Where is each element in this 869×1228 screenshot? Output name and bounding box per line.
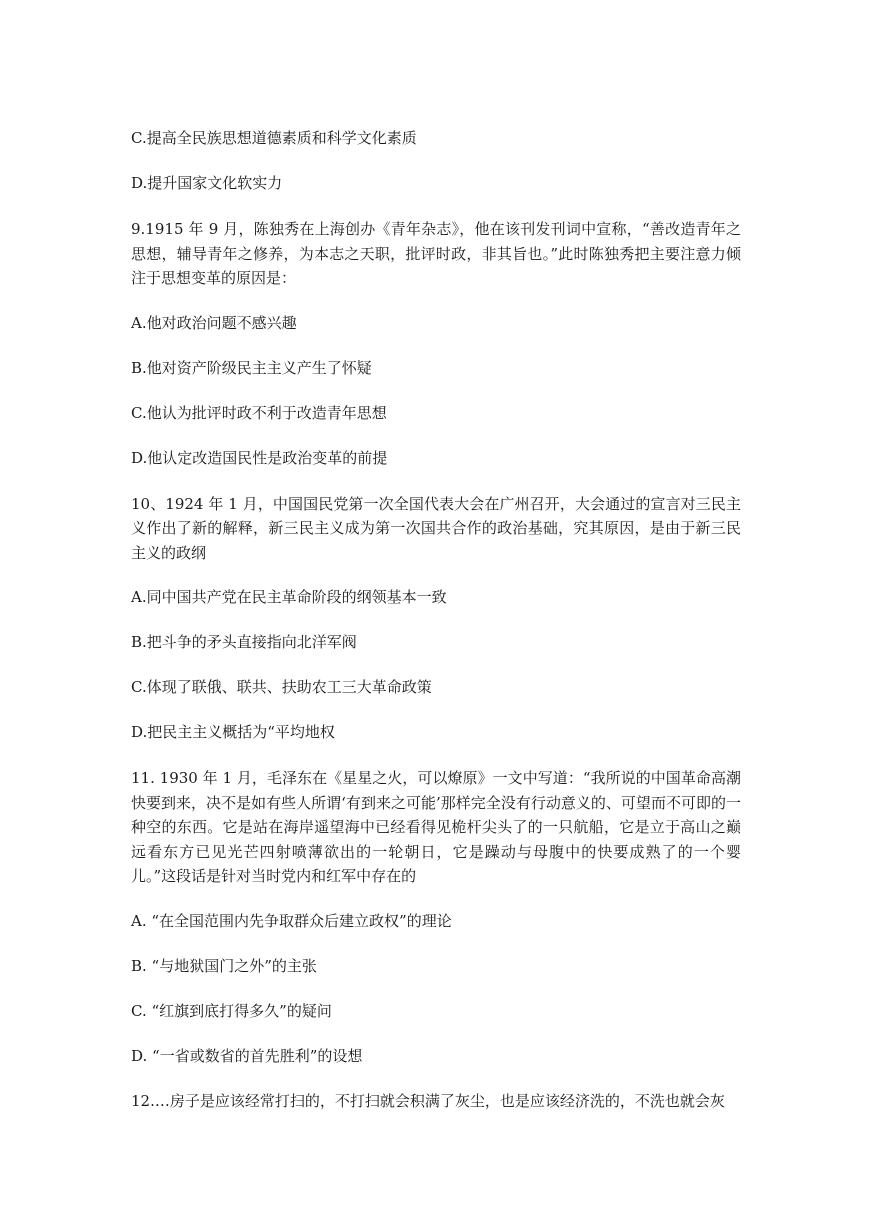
q9-option-b: B.他对资产阶级民主主义产生了怀疑 xyxy=(131,358,372,377)
q10-stem: 10、1924 年 1 月，中国国民党第一次全国代表大会在广州召开，大会通过的宣言对三民主义作出了新的解释，新三民主义成为第一次国共合作的政治基础，究其原因，是由于新三民主义的政纲 xyxy=(131,494,741,562)
q11-stem: 11. 1930 年 1 月，毛泽东在《星星之火，可以燎原》一文中写道：“我所说的中国革命高潮快要到来，决不是如有些人所谓‘有到来之可能’那样完全没有行动意义的、可望而不可即的一种空的东西。它是站在海岸遥望海中已经看得见桅杆尖头了的一只航船，它是立于高山之巅远看东方已见光芒四射喷薄欲出的一轮朝日，它是躁动与母腹中的快要成熟了的一个婴儿。”这段话是针对当时党内和红军中存在的 xyxy=(131,769,741,885)
q10-option-a: A.同中国共产党在民主革命阶段的纲领基本一致 xyxy=(131,588,447,606)
q9-option-d: D.他认定改造国民性是政治变革的前提 xyxy=(131,448,388,467)
q9-option-c: C.他认为批评时政不利于改造青年思想 xyxy=(131,403,387,422)
q11-option-d: D. “一省或数省的首先胜利”的设想 xyxy=(131,1046,363,1065)
q10-option-d: D.把民主主义概括为“平均地权 xyxy=(131,723,335,741)
q10-option-c: C.体现了联俄、联共、扶助农工三大革命政策 xyxy=(131,678,432,696)
q11-option-a: A. “在全国范围内先争取群众后建立政权”的理论 xyxy=(131,911,452,930)
q11-option-c: C. “红旗到底打得多久”的疑问 xyxy=(131,1001,332,1020)
q9-option-a: A.他对政治问题不感兴趣 xyxy=(131,313,297,332)
q10-option-b: B.把斗争的矛头直接指向北洋军阀 xyxy=(131,633,357,651)
q9-stem: 9.1915 年 9 月，陈独秀在上海创办《青年杂志》，他在该刊发刊词中宣称，“善改造青年之思想，辅导青年之修养，为本志之天职，批评时政，非其旨也。”此时陈独秀把主要注意力倾注于思想变革的原因是： xyxy=(131,220,741,287)
q8-option-c: C.提高全民族思想道德素质和科学文化素质 xyxy=(131,129,417,147)
q11-option-b: B. “与地狱国门之外”的主张 xyxy=(131,956,317,975)
document-page xyxy=(131,127,741,1112)
q8-option-d: D.提升国家文化软实力 xyxy=(131,174,283,192)
q12-stem: 12.…房子是应该经常打扫的，不打扫就会积满了灰尘，也是应该经济洗的，不洗也就会灰 xyxy=(131,1091,725,1110)
